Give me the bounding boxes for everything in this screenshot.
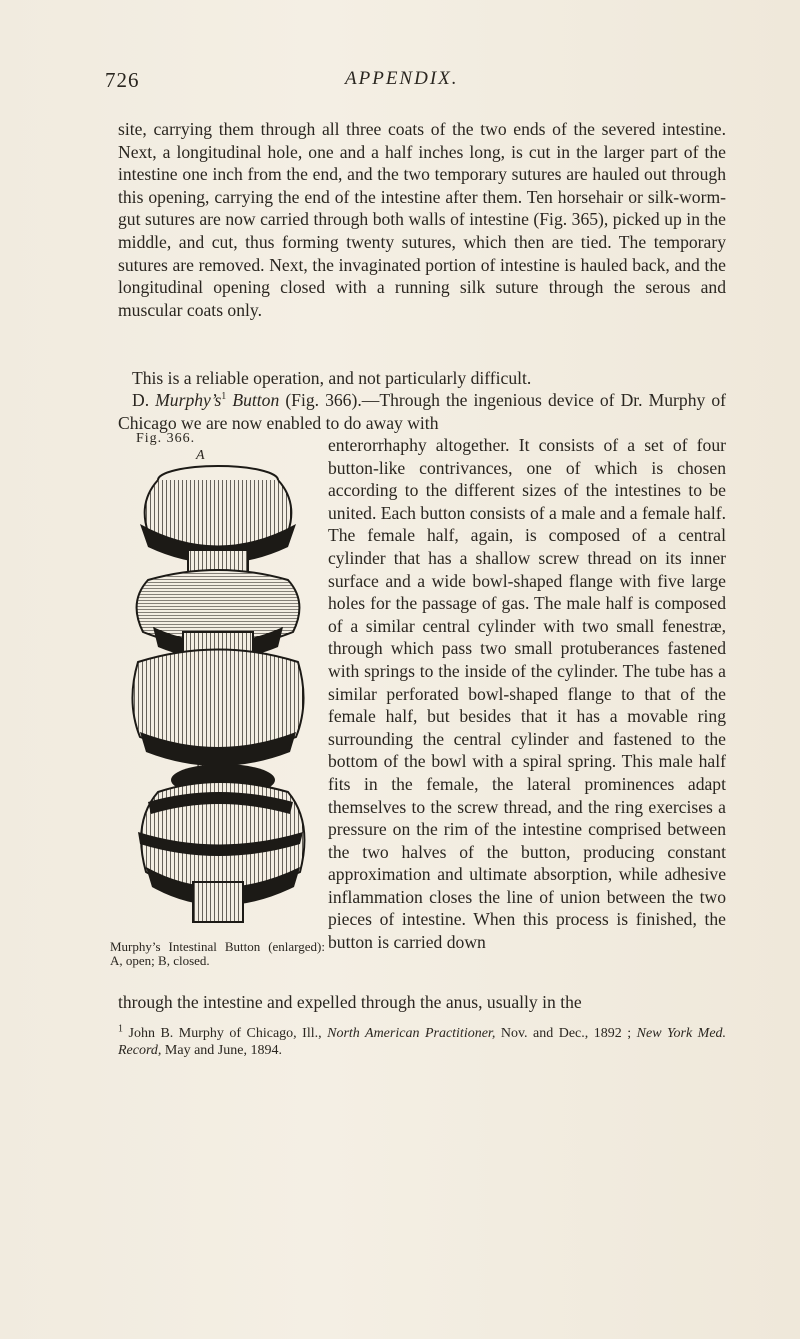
footnote-author: John B. Murphy of Chicago, Ill., — [128, 1026, 322, 1041]
paragraph-reliable: This is a reliable operation, and not particularly difficult. — [132, 368, 532, 388]
footnote-number: 1 — [118, 1023, 123, 1035]
figure-label: Fig. 366. — [136, 431, 196, 446]
button-open-drawing — [132, 466, 303, 766]
footnote-journal-1: North American Practitioner, — [327, 1026, 496, 1041]
section-label: D. — [132, 390, 150, 410]
footnote-journal-2: New York Med. Record, — [118, 1026, 727, 1058]
paragraph-murphy-lead — [118, 389, 726, 434]
button-closed-drawing — [138, 764, 304, 922]
paragraph-murphy-wrapped: enterorrhaphy altogether. It consists of a set of four button-like contrivances, one of which is chosen according to the different sizes of the intestines to be united. Each button consists of a male and a female half. The female half, again, is composed of a central cylinder that has a shallow screw thread on its inner surface and a wide bowl-shaped flange with five large holes for the passage of gas. The male half is composed of a similar central cylinder with two small fenestræ, through which pass two small protuberances fastened with springs to the inside of the cylinder. The tube has a similar perforated bowl-shaped flange to that of the female half, but besides that it has a movable ring surrounding the central cylinder and fastened to the bottom of the bowl with a spiral spring. This male half fits in the female, the lateral prominences adapt themselves to the screw thread, and the ring exercises a pressure on the rim of the intestine comprised between the two halves of the button, producing constant approximation and ultimate absorption, while adhesive inflammation closes the line of union between the two pieces of intestine. When this process is finished, the button is carried down — [328, 435, 726, 953]
figure-caption: Murphy’s Intestinal Button (enlarged): A, open; B, closed. — [110, 939, 325, 968]
footnote-mark: 1 — [221, 391, 227, 403]
paragraph-murphy-tail: through the intestine and expelled through the anus, usually in the — [118, 992, 582, 1012]
running-head — [105, 68, 725, 98]
running-title: APPENDIX. — [345, 68, 459, 89]
section-title: Murphy’s — [155, 390, 222, 410]
paragraph-continued: site, carrying them through all three coats of the two ends of the severed intestine. Next, a longitudinal hole, one and a half inches long, is cut in the larger part of the intestine one inch from the end, and the two temporary sutures are hauled out through this opening, carrying the end of the intestine after them. Ten horsehair or silk-worm-gut sutures are now carried through both walls of intestine (Fig. 365), picked up in the middle, and cut, thus forming twenty sutures, which then are tied. The temporary sutures are removed. Next, the invaginated portion of intestine is hauled back, and the longitudinal opening closed with a running silk suture through the serous and muscular coats only. — [118, 119, 726, 320]
murphy-button-illustration — [118, 462, 318, 962]
footnote — [118, 1025, 726, 1059]
footnote-date-2: May and June, 1894. — [164, 1043, 282, 1058]
figure-part-a-label: A — [196, 448, 205, 463]
footnote-date-1: Nov. and Dec., 1892 ; — [500, 1026, 632, 1041]
section-title-2: Button — [232, 390, 280, 410]
lead-text: (Fig. 366).—Through the ingenious device of Dr. Murphy of Chicago we are now enabled to do away with — [118, 390, 726, 433]
page-number: 726 — [105, 68, 140, 92]
